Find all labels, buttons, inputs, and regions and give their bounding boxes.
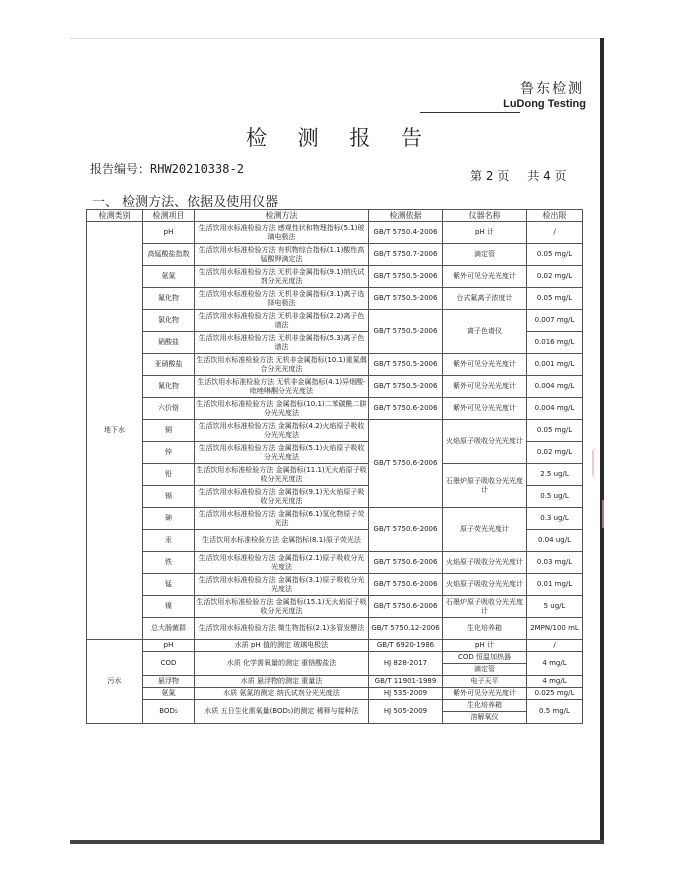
basis-cell: GB/T 5750.5-2006 bbox=[369, 354, 443, 376]
category-cell: 地下水 bbox=[87, 222, 143, 640]
basis-cell: GB/T 5750.6-2006 bbox=[369, 398, 443, 420]
report-number: 报告编号：RHW20210338-2 bbox=[90, 162, 244, 176]
table-row bbox=[87, 652, 583, 664]
instrument-cell: 电子天平 bbox=[443, 676, 527, 688]
table-row bbox=[87, 354, 583, 376]
instrument-cell: 滴定管 bbox=[443, 664, 527, 676]
page-bottom-edge bbox=[70, 840, 604, 844]
item-cell: pH bbox=[143, 640, 195, 652]
limit-cell: / bbox=[527, 640, 583, 652]
basis-cell: GB/T 5750.5-2006 bbox=[369, 310, 443, 354]
basis-cell: GB/T 5750.6-2006 bbox=[369, 574, 443, 596]
method-cell: 水质 五日生化需氧量(BOD₅)的测定 稀释与接种法 bbox=[195, 700, 369, 724]
item-cell: 砷 bbox=[143, 508, 195, 530]
table-row bbox=[87, 222, 583, 244]
instrument-cell: 石墨炉原子吸收分光光度计 bbox=[443, 464, 527, 508]
basis-cell: HJ 535-2009 bbox=[369, 688, 443, 700]
instrument-cell: 火焰原子吸收分光光度计 bbox=[443, 552, 527, 574]
report-title: 检 测 报 告 bbox=[245, 126, 435, 150]
limit-cell: 0.004 mg/L bbox=[527, 398, 583, 420]
instrument-cell: 生化培养箱 bbox=[443, 700, 527, 712]
method-cell: 生活饮用水标准检验方法 金属指标(3.1)原子吸收分光光度法 bbox=[195, 574, 369, 596]
instrument-cell: 滴定管 bbox=[443, 244, 527, 266]
instrument-cell: 台式氟离子浓度计 bbox=[443, 288, 527, 310]
instrument-cell: 紫外可见分光光度计 bbox=[443, 688, 527, 700]
basis-cell: GB/T 6920-1986 bbox=[369, 640, 443, 652]
method-cell: 水质 化学需氧量的测定 重铬酸盐法 bbox=[195, 652, 369, 676]
brand-name-en: LuDong Testing bbox=[503, 98, 586, 110]
basis-cell: GB/T 5750.5-2006 bbox=[369, 376, 443, 398]
stamp-mark bbox=[588, 500, 604, 528]
page-edge-shadow bbox=[600, 38, 604, 843]
limit-cell: 0.3 ug/L bbox=[527, 508, 583, 530]
item-cell: 氯化物 bbox=[143, 310, 195, 332]
category-cell: 污水 bbox=[87, 640, 143, 724]
table-row bbox=[87, 618, 583, 640]
instrument-cell: 紫外可见分光光度计 bbox=[443, 354, 527, 376]
item-cell: 氨氮 bbox=[143, 266, 195, 288]
limit-cell: 0.02 mg/L bbox=[527, 442, 583, 464]
brand-name-cn: 鲁东检测 bbox=[520, 81, 584, 97]
table-row bbox=[87, 376, 583, 398]
method-cell: 生活饮用水标准检验方法 无机非金属指标(2.2)离子色谱法 bbox=[195, 310, 369, 332]
col-header-item: 检测项目 bbox=[143, 210, 195, 222]
page-indicator bbox=[470, 167, 585, 184]
basis-cell: GB/T 5750.5-2006 bbox=[369, 288, 443, 310]
item-cell: 铅 bbox=[143, 464, 195, 486]
method-cell: 水质 氨氮的测定 纳氏试剂分光光度法 bbox=[195, 688, 369, 700]
method-cell: 生活饮用水标准检验方法 无机非金属指标(3.1)离子选择电极法 bbox=[195, 288, 369, 310]
item-cell: 铜 bbox=[143, 420, 195, 442]
method-cell: 生活饮用水标准检验方法 有机物综合指标(1.1)酸性高锰酸钾滴定法 bbox=[195, 244, 369, 266]
item-cell: 镍 bbox=[143, 596, 195, 618]
table-row bbox=[87, 688, 583, 700]
instrument-cell: 火焰原子吸收分光光度计 bbox=[443, 420, 527, 464]
instrument-cell: 紫外可见分光光度计 bbox=[443, 266, 527, 288]
limit-cell: 0.05 mg/L bbox=[527, 244, 583, 266]
item-cell: COD bbox=[143, 652, 195, 676]
item-cell: BOD₅ bbox=[143, 700, 195, 724]
col-header-instrument: 仪器名称 bbox=[443, 210, 527, 222]
method-cell: 生活饮用水标准检验方法 无机非金属指标(9.1)纳氏试剂分光光度法 bbox=[195, 266, 369, 288]
method-cell: 生活饮用水标准检验方法 无机非金属指标(4.1)异烟酸-吡唑啉酮分光光度法 bbox=[195, 376, 369, 398]
table-row bbox=[87, 398, 583, 420]
limit-cell: 0.01 mg/L bbox=[527, 574, 583, 596]
page-number: 第 2 页 bbox=[470, 169, 510, 183]
table-row bbox=[87, 244, 583, 266]
item-cell: 悬浮物 bbox=[143, 676, 195, 688]
limit-cell: 2MPN/100 mL bbox=[527, 618, 583, 640]
method-cell: 生活饮用水标准检验方法 金属指标(2.1)原子吸收分光光度法 bbox=[195, 552, 369, 574]
item-cell: 亚硝酸盐 bbox=[143, 354, 195, 376]
brand-underline bbox=[420, 112, 520, 113]
limit-cell: 0.02 mg/L bbox=[527, 266, 583, 288]
basis-cell: GB/T 5750.12-2006 bbox=[369, 618, 443, 640]
instrument-cell: 离子色谱仪 bbox=[443, 310, 527, 354]
method-cell: 生活饮用水标准检验方法 金属指标(9.1)无火焰原子吸收分光光度法 bbox=[195, 486, 369, 508]
limit-cell: 0.05 mg/L bbox=[527, 288, 583, 310]
item-cell: 氨氮 bbox=[143, 688, 195, 700]
method-cell: 生活饮用水标准检验方法 微生物指标(2.1)多管发酵法 bbox=[195, 618, 369, 640]
instrument-cell: 溶解氧仪 bbox=[443, 712, 527, 724]
table-row bbox=[87, 574, 583, 596]
table-row bbox=[87, 676, 583, 688]
item-cell: 氟化物 bbox=[143, 288, 195, 310]
item-cell: 汞 bbox=[143, 530, 195, 552]
basis-cell: GB/T 5750.6-2006 bbox=[369, 508, 443, 552]
method-cell: 生活饮用水标准检验方法 感观性状和物理指标(5.1)玻璃电极法 bbox=[195, 222, 369, 244]
limit-cell: 0.025 mg/L bbox=[527, 688, 583, 700]
limit-cell: 4 mg/L bbox=[527, 676, 583, 688]
method-cell: 生活饮用水标准检验方法 金属指标(4.2)火焰原子吸收分光光度法 bbox=[195, 420, 369, 442]
limit-cell: 0.03 mg/L bbox=[527, 552, 583, 574]
col-header-basis: 检测依据 bbox=[369, 210, 443, 222]
limit-cell: 0.001 mg/L bbox=[527, 354, 583, 376]
table-row bbox=[87, 310, 583, 332]
basis-cell: GB/T 5750.4-2006 bbox=[369, 222, 443, 244]
instrument-cell: 石墨炉原子吸收分光光度计 bbox=[443, 596, 527, 618]
table-row bbox=[87, 464, 583, 486]
basis-cell: GB/T 5750.6-2006 bbox=[369, 420, 443, 508]
col-header-category: 检测类别 bbox=[87, 210, 143, 222]
limit-cell: 0.5 mg/L bbox=[527, 700, 583, 724]
instrument-cell: 原子荧光光度计 bbox=[443, 508, 527, 552]
table-row bbox=[87, 552, 583, 574]
col-header-limit: 检出限 bbox=[527, 210, 583, 222]
instrument-cell: 紫外可见分光光度计 bbox=[443, 398, 527, 420]
basis-cell: GB/T 5750.6-2006 bbox=[369, 552, 443, 574]
item-cell: 六价铬 bbox=[143, 398, 195, 420]
method-cell: 生活饮用水标准检验方法 金属指标(6.1)氢化物原子荧光法 bbox=[195, 508, 369, 530]
instrument-cell: pH 计 bbox=[443, 640, 527, 652]
method-cell: 水质 悬浮物的测定 重量法 bbox=[195, 676, 369, 688]
limit-cell: 0.016 mg/L bbox=[527, 332, 583, 354]
section-title: 一、 检测方法、依据及使用仪器 bbox=[92, 195, 279, 210]
method-cell: 生活饮用水标准检验方法 无机非金属指标(5.3)离子色谱法 bbox=[195, 332, 369, 354]
item-cell: 锌 bbox=[143, 442, 195, 464]
limit-cell: 0.007 mg/L bbox=[527, 310, 583, 332]
method-cell: 生活饮用水标准检验方法 金属指标(10.1)二苯碳酰二肼分光光度法 bbox=[195, 398, 369, 420]
method-cell: 水质 pH 值的测定 玻璃电极法 bbox=[195, 640, 369, 652]
table-header-row bbox=[87, 210, 583, 222]
method-cell: 生活饮用水标准检验方法 金属指标(11.1)无火焰原子吸收分光光度法 bbox=[195, 464, 369, 486]
item-cell: 总大肠菌群 bbox=[143, 618, 195, 640]
limit-cell: 0.04 ug/L bbox=[527, 530, 583, 552]
method-cell: 生活饮用水标准检验方法 金属指标(15.1)无火焰原子吸收分光光度法 bbox=[195, 596, 369, 618]
item-cell: 高锰酸盐指数 bbox=[143, 244, 195, 266]
instrument-cell: 火焰原子吸收分光光度计 bbox=[443, 574, 527, 596]
limit-cell: 0.004 mg/L bbox=[527, 376, 583, 398]
table-row bbox=[87, 420, 583, 442]
basis-cell: HJ 505-2009 bbox=[369, 700, 443, 724]
table-row bbox=[87, 508, 583, 530]
table-row bbox=[87, 596, 583, 618]
table-row bbox=[87, 700, 583, 712]
limit-cell: 0.05 mg/L bbox=[527, 420, 583, 442]
col-header-method: 检测方法 bbox=[195, 210, 369, 222]
limit-cell: 2.5 ug/L bbox=[527, 464, 583, 486]
basis-cell: HJ 828-2017 bbox=[369, 652, 443, 676]
item-cell: pH bbox=[143, 222, 195, 244]
limit-cell: 5 ug/L bbox=[527, 596, 583, 618]
instrument-cell: COD 恒温加热器 bbox=[443, 652, 527, 664]
table-row bbox=[87, 288, 583, 310]
item-cell: 铁 bbox=[143, 552, 195, 574]
item-cell: 氰化物 bbox=[143, 376, 195, 398]
basis-cell: GB/T 5750.5-2006 bbox=[369, 266, 443, 288]
stamp-mark bbox=[592, 448, 606, 478]
instrument-cell: pH 计 bbox=[443, 222, 527, 244]
instrument-cell: 紫外可见分光光度计 bbox=[443, 376, 527, 398]
basis-cell: GB/T 11901-1989 bbox=[369, 676, 443, 688]
limit-cell: 4 mg/L bbox=[527, 652, 583, 676]
methods-table bbox=[86, 209, 583, 724]
method-cell: 生活饮用水标准检验方法 金属指标(8.1)原子荧光法 bbox=[195, 530, 369, 552]
item-cell: 硝酸盐 bbox=[143, 332, 195, 354]
limit-cell: / bbox=[527, 222, 583, 244]
instrument-cell: 生化培养箱 bbox=[443, 618, 527, 640]
item-cell: 锰 bbox=[143, 574, 195, 596]
method-cell: 生活饮用水标准检验方法 无机非金属指标(10.1)重氮偶合分光光度法 bbox=[195, 354, 369, 376]
item-cell: 镉 bbox=[143, 486, 195, 508]
page-total: 共 4 页 bbox=[527, 169, 567, 183]
basis-cell: GB/T 5750.7-2006 bbox=[369, 244, 443, 266]
basis-cell: GB/T 5750.6-2006 bbox=[369, 596, 443, 618]
table-row bbox=[87, 266, 583, 288]
table-row bbox=[87, 640, 583, 652]
limit-cell: 0.5 ug/L bbox=[527, 486, 583, 508]
method-cell: 生活饮用水标准检验方法 金属指标(5.1)火焰原子吸收分光光度法 bbox=[195, 442, 369, 464]
